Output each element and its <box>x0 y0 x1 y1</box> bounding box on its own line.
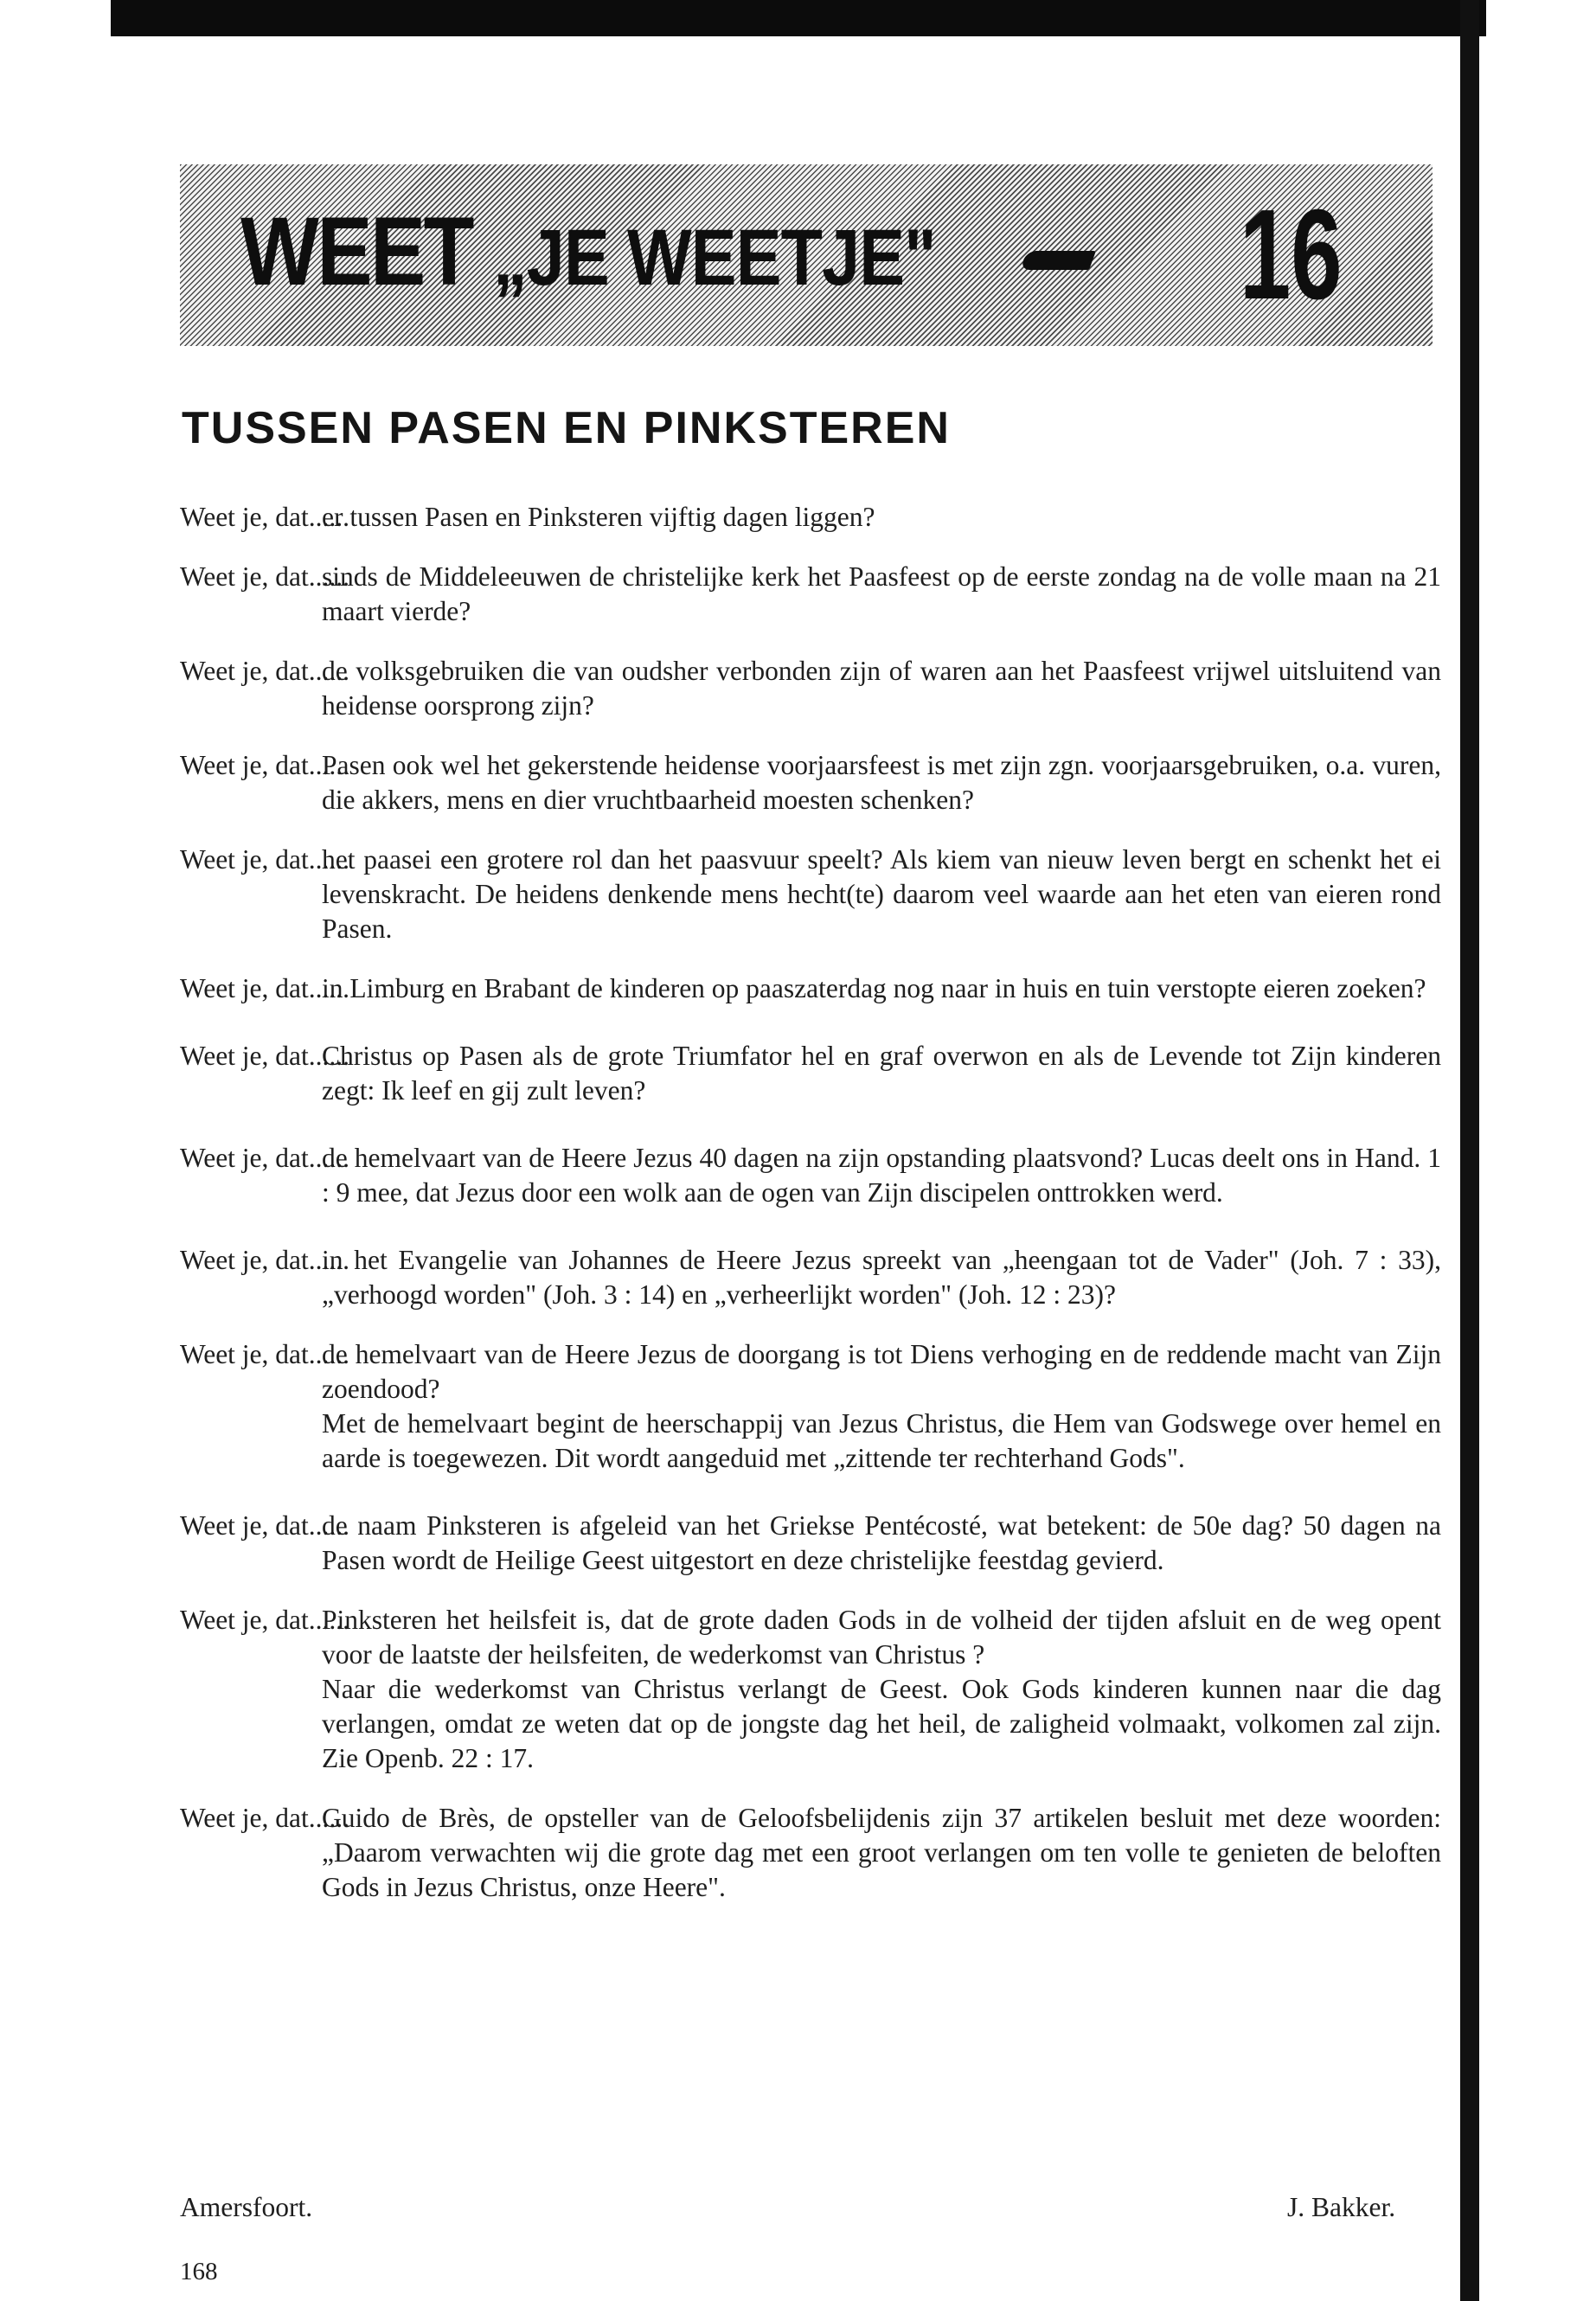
banner-title-sub: „JE WEETJE" <box>493 214 936 302</box>
banner-title-main: WEET <box>240 197 472 305</box>
entry-item <box>180 1337 1441 1476</box>
entry-body <box>322 1603 1441 1776</box>
entry-body <box>322 971 1441 1006</box>
entry-body <box>322 560 1441 629</box>
entry-body <box>322 1801 1441 1905</box>
entry-item <box>180 654 1441 723</box>
banner-title <box>240 195 936 314</box>
entry-text: het paasei een grotere rol dan het paasvuur speelt? Als kiem van nieuw leven bergt en schenkt het ei levenskracht. De heidens denkende mens hecht(te) daarom veel waarde aan het eten van eieren rond Pasen. <box>322 844 1441 944</box>
entry-list <box>180 500 1441 1905</box>
entry-lead: Weet je, dat...... <box>180 561 350 592</box>
entry-body <box>322 654 1441 723</box>
entry-item <box>180 843 1441 946</box>
entry-lead: Weet je, dat...... <box>180 1510 350 1541</box>
entry-lead: Weet je, dat...... <box>180 844 350 875</box>
scan-border-top <box>111 0 1486 36</box>
entry-text: Pasen ook wel het gekerstende heidense voorjaarsfeest is met zijn zgn. voorjaarsgebruiken, o.a. vuren, die akkers, mens en dier vruchtbaarheid moesten schenken? <box>322 750 1441 815</box>
entry-item <box>180 1603 1441 1776</box>
entry-lead: Weet je, dat...... <box>180 656 350 686</box>
entry-body <box>322 1509 1441 1578</box>
entry-text: de naam Pinksteren is afgeleid van het Griekse Pentécosté, wat betekent: de 50e dag? 50 dagen na Pasen wordt de Heilige Geest uitgestort en deze christelijke feestdag gevierd. <box>322 1510 1441 1575</box>
entry-lead: Weet je, dat...... <box>180 1143 350 1173</box>
entry-text: Guido de Brès, de opsteller van de Geloofsbelijdenis zijn 37 artikelen besluit met deze woorden: „Daarom verwachten wij die grote dag met een groot verlangen om ten volle te genieten de beloften Gods in Jezus Christus, onze Heere". <box>322 1803 1441 1902</box>
entry-item <box>180 500 1441 535</box>
entry-text-continued: Met de hemelvaart begint de heerschappij van Jezus Christus, die Hem van Godswege over hemel en aarde is toegewezen. Dit wordt aangeduid met „zittende ter rechterhand Gods". <box>322 1408 1441 1473</box>
entry-lead: Weet je, dat...... <box>180 1605 350 1635</box>
banner-number: 16 <box>1240 183 1343 326</box>
entry-item <box>180 560 1441 629</box>
entry-lead: Weet je, dat...... <box>180 973 350 1003</box>
page-number: 168 <box>180 2258 218 2285</box>
header-banner <box>180 164 1433 346</box>
entry-item <box>180 1801 1441 1905</box>
entry-body <box>322 1337 1441 1476</box>
entry-lead: Weet je, dat...... <box>180 502 350 532</box>
entry-item <box>180 971 1441 1006</box>
entry-item <box>180 1243 1441 1312</box>
entry-text: in het Evangelie van Johannes de Heere Jezus spreekt van „heengaan tot de Vader" (Joh. 7 : 33), „verhoogd worden" (Joh. 3 : 14) en „verheerlijkt worden" (Joh. 12 : 23)? <box>322 1245 1441 1310</box>
entry-item <box>180 1509 1441 1578</box>
entry-text: Pinksteren het heilsfeit is, dat de grote daden Gods in de volheid der tijden afsluit en de weg opent voor de laatste der heilsfeiten, de wederkomst van Christus ? <box>322 1605 1441 1670</box>
entry-lead: Weet je, dat...... <box>180 1803 350 1833</box>
entry-body <box>322 1141 1441 1210</box>
entry-body <box>322 500 1441 535</box>
footer-author: J. Bakker. <box>1287 2192 1396 2222</box>
entry-lead: Weet je, dat...... <box>180 1041 350 1071</box>
footer-place: Amersfoort. <box>180 2192 313 2222</box>
entry-body <box>322 1039 1441 1108</box>
entry-item <box>180 1039 1441 1108</box>
entry-body <box>322 1243 1441 1312</box>
entry-item <box>180 748 1441 817</box>
entry-text: er tussen Pasen en Pinksteren vijftig dagen liggen? <box>322 502 875 532</box>
entry-lead: Weet je, dat...... <box>180 1245 350 1275</box>
entry-lead: Weet je, dat...... <box>180 750 350 780</box>
dash-mark <box>1020 251 1096 270</box>
entry-lead: Weet je, dat...... <box>180 1339 350 1369</box>
entry-body <box>322 748 1441 817</box>
entry-text: Christus op Pasen als de grote Triumfator hel en graf overwon en als de Levende tot Zijn kinderen zegt: Ik leef en gij zult leven? <box>322 1041 1441 1106</box>
entry-text: de volksgebruiken die van oudsher verbonden zijn of waren aan het Paasfeest vrijwel uitsluitend van heidense oorsprong zijn? <box>322 656 1441 721</box>
entry-text-continued: Naar die wederkomst van Christus verlangt de Geest. Ook Gods kinderen kunnen naar die dag verlangen, omdat ze weten dat op de jongste dag het heil, de zaligheid volmaakt, volkomen zal zijn. Zie Openb. 22 : 17. <box>322 1674 1441 1773</box>
entry-body <box>322 843 1441 946</box>
entry-text: de hemelvaart van de Heere Jezus 40 dagen na zijn opstanding plaatsvond? Lucas deelt ons in Hand. 1 : 9 mee, dat Jezus door een wolk aan de ogen van Zijn discipelen onttrokken werd. <box>322 1143 1441 1208</box>
scan-border-right <box>1460 0 1479 2301</box>
section-title: TUSSEN PASEN EN PINKSTEREN <box>182 403 951 453</box>
entry-item <box>180 1141 1441 1210</box>
entry-text: de hemelvaart van de Heere Jezus de doorgang is tot Diens verhoging en de reddende macht van Zijn zoendood? <box>322 1339 1441 1404</box>
entry-text: sinds de Middeleeuwen de christelijke kerk het Paasfeest op de eerste zondag na de volle maan na 21 maart vierde? <box>322 561 1441 626</box>
entry-text: in Limburg en Brabant de kinderen op paaszaterdag nog naar in huis en tuin verstopte eieren zoeken? <box>322 973 1426 1003</box>
